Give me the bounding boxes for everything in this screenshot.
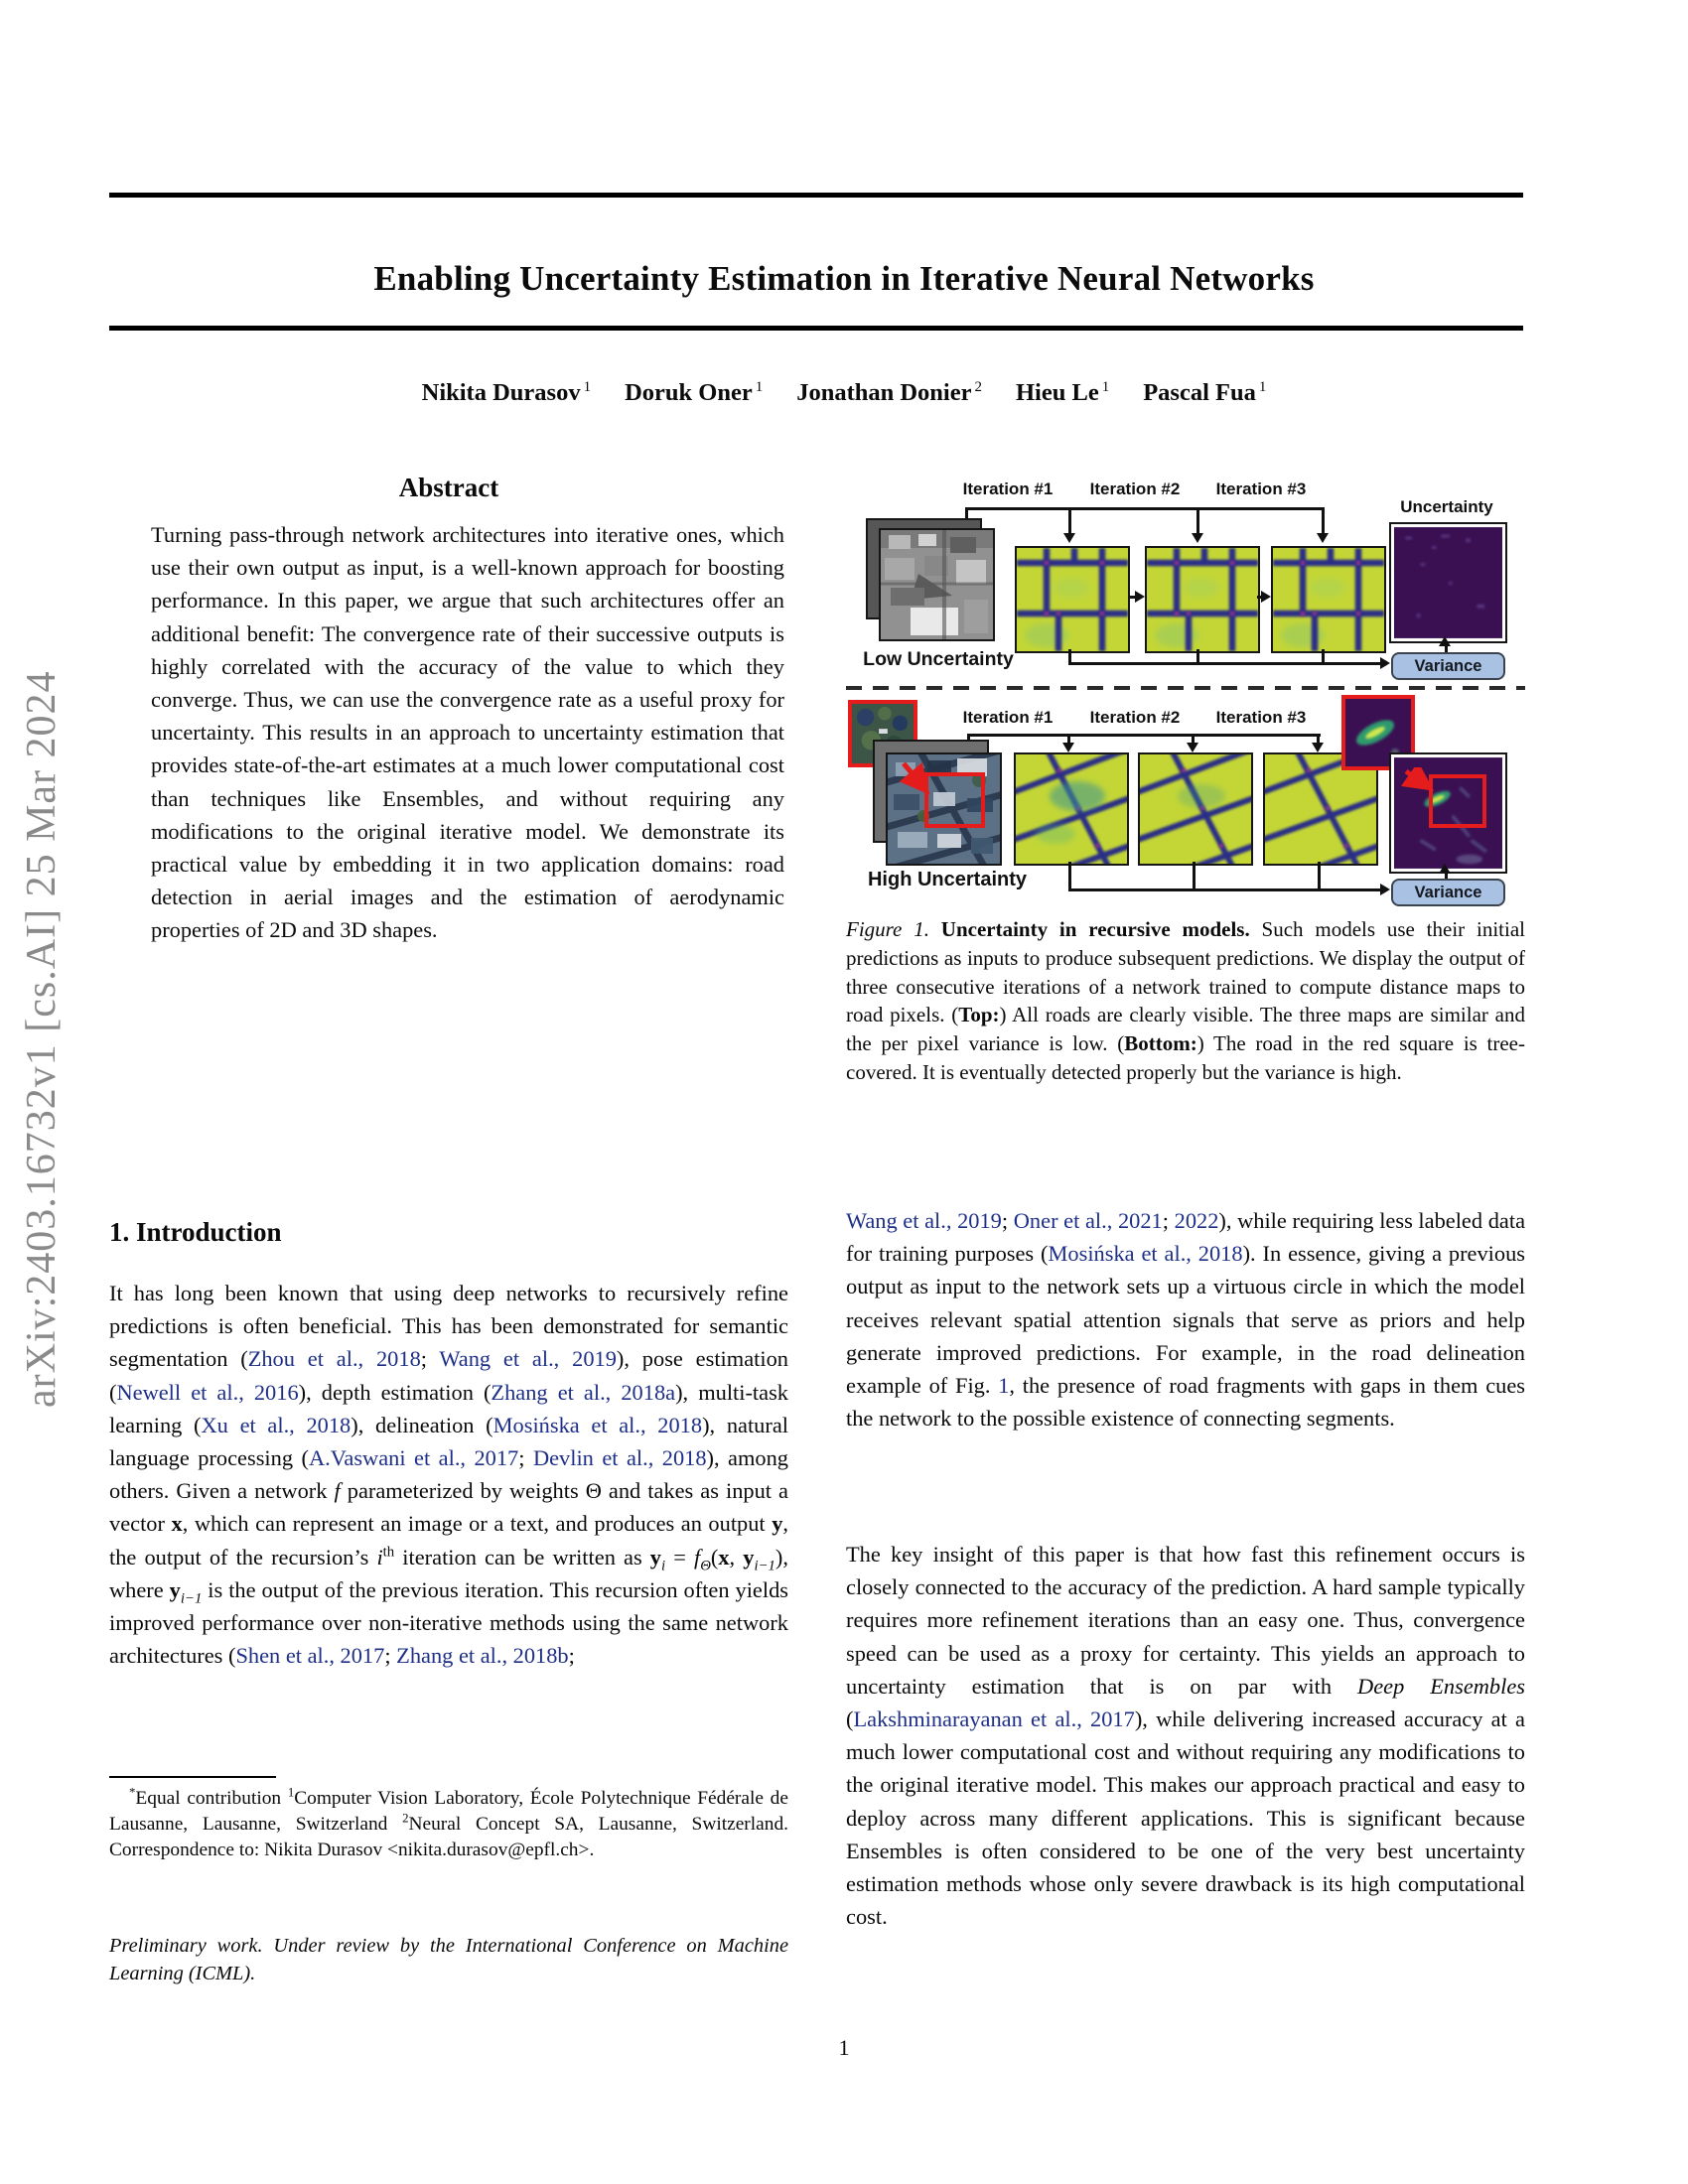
text-segment: ( xyxy=(846,1706,854,1732)
footnote-text xyxy=(109,1786,788,1862)
text-segment: ), among others. Given a network xyxy=(109,1445,788,1504)
arrow-right-icon xyxy=(1380,884,1390,895)
arrow-right-icon xyxy=(1380,657,1390,669)
citation-link[interactable]: Wang et al., 2019 xyxy=(846,1208,1002,1233)
citation-link[interactable]: Newell et al., 2016 xyxy=(116,1379,299,1405)
citation-link[interactable]: 1 xyxy=(998,1373,1010,1399)
distance-map-iter2-top xyxy=(1145,546,1260,653)
citation-link[interactable]: Wang et al., 2019 xyxy=(439,1346,617,1372)
text-segment: ) The road in the red square is tree-covered. It is eventually detected properly but the variance is high. xyxy=(846,1031,1525,1084)
iteration-1-label-bottom: Iteration #1 xyxy=(962,708,1054,727)
text-segment: Uncertainty in recursive models. xyxy=(940,917,1250,941)
text-segment: ; xyxy=(1001,1208,1014,1233)
text-segment: ) All roads are clearly visible. The three maps are similar and the per pixel variance is low. ( xyxy=(846,1003,1525,1056)
text-segment: Equal contribution xyxy=(135,1788,288,1809)
text-segment: ), depth estimation ( xyxy=(298,1379,492,1405)
text-segment: Figure 1. xyxy=(846,917,929,941)
author-name: Pascal Fua xyxy=(1143,379,1256,407)
abstract-heading: Abstract xyxy=(398,473,499,502)
collector-line xyxy=(1068,662,1380,665)
author-name: Hieu Le xyxy=(1016,379,1099,407)
author xyxy=(625,379,763,407)
distance-map-iter3-top xyxy=(1271,546,1386,653)
text-segment: Neural Concept SA, Lausanne, Switzerland. Correspondence to: Nikita Durasov <nikita.durasov@epfl.ch>. xyxy=(109,1813,788,1860)
text-segment: ). In essence, giving a previous output as input to the network sets up a virtuous circle in which the model receives relevant spatial attention signals that serve as priors and help generate improved predictions. For example, in the road delineation example of Fig. xyxy=(846,1241,1526,1399)
page-number: 1 xyxy=(838,2035,850,2060)
collector-line xyxy=(1193,862,1196,891)
author-affiliation-mark: 1 xyxy=(755,379,764,395)
distance-map-iter2-bottom xyxy=(1138,752,1253,866)
arrow-line xyxy=(1068,507,1071,533)
author xyxy=(422,379,591,407)
iteration-3-label-top: Iteration #3 xyxy=(1215,479,1307,498)
uncertainty-map-low xyxy=(1389,522,1507,643)
text-segment: y xyxy=(169,1576,181,1602)
text-segment: It has long been known that using deep networks to recursively refine predictions is often beneficial. This has been demonstrated for semantic segmentation ( xyxy=(109,1281,788,1372)
arrow-down-icon xyxy=(1312,743,1324,752)
text-segment: f xyxy=(334,1478,341,1504)
text-segment: Such models use their initial predictions as inputs to produce subsequent predictions. We display the output of three consecutive iterations of a network trained to compute distance maps to road pixels. ( xyxy=(846,917,1525,1027)
text-segment: i−1 xyxy=(754,1558,775,1574)
author-name: Doruk Oner xyxy=(625,379,753,407)
author xyxy=(1016,379,1109,407)
text-segment: ), natural language processing ( xyxy=(109,1412,788,1471)
text-segment: ; xyxy=(518,1445,533,1471)
citation-link[interactable]: Xu et al., 2018 xyxy=(201,1412,352,1437)
text-segment: , which can represent an image or a text, and produces an output xyxy=(182,1511,773,1537)
text-segment: , the presence of road fragments with gaps in them cues the network to the possible existence of connecting segments. xyxy=(846,1373,1525,1432)
citation-link[interactable]: Mosińska et al., 2018 xyxy=(1048,1241,1243,1267)
arrow-line xyxy=(1322,507,1325,533)
author-affiliation-mark: 2 xyxy=(974,379,982,395)
citation-link[interactable]: Shen et al., 2017 xyxy=(235,1643,385,1669)
arrow-down-icon xyxy=(1063,533,1075,543)
introduction-paragraph-right-2 xyxy=(846,1538,1525,1933)
text-segment: y xyxy=(649,1544,661,1570)
text-segment: ), while delivering increased accuracy at a much lower computational cost and without requiring any modifications to the original iterative model. This makes our approach practical and easy to deploy across many different applications. This is significant because Ensembles is often considered to be one of the very best uncertainty estimation methods whose only severe drawback is its high computational cost. xyxy=(846,1706,1525,1930)
arrow-down-icon xyxy=(1062,743,1074,752)
text-segment: Computer Vision Laboratory, École Polytechnique Fédérale de Lausanne, Lausanne, Switzerland xyxy=(109,1788,788,1835)
introduction-paragraph xyxy=(109,1277,788,1672)
low-uncertainty-label: Low Uncertainty xyxy=(863,648,1014,670)
arrow-up-icon xyxy=(1439,636,1451,646)
iteration-1-label-top: Iteration #1 xyxy=(962,479,1054,498)
text-segment: The key insight of this paper is that how fast this refinement occurs is closely connected to the accuracy of the prediction. A hard sample typically requires more refinement iterations than an easy one. Thus, convergence speed can be used as a proxy for certainty. This yields an approach to uncertainty estimation that is on par with xyxy=(846,1542,1525,1699)
text-segment: ( xyxy=(710,1544,719,1570)
text-segment: i xyxy=(660,1558,666,1574)
text-segment: , xyxy=(729,1544,744,1570)
header-rule-top xyxy=(109,193,1523,198)
text-segment: ), delineation ( xyxy=(351,1412,493,1437)
text-segment: 1 xyxy=(287,1785,295,1800)
distance-map-iter1-bottom xyxy=(1014,752,1129,866)
introduction-paragraph-right-1 xyxy=(846,1204,1525,1434)
text-segment: ; xyxy=(568,1643,575,1669)
preliminary-note: Preliminary work. Under review by the International Conference on Machine Learning (ICML). xyxy=(109,1935,788,1984)
arrow-right-icon xyxy=(1135,591,1145,603)
text-segment: is the output of the previous iteration. This recursion often yields improved performance over non-iterative methods using the same network architectures ( xyxy=(109,1576,789,1669)
figure-divider xyxy=(846,686,1525,690)
text-segment: y xyxy=(772,1511,783,1537)
citation-link[interactable]: Devlin et al., 2018 xyxy=(532,1445,707,1471)
author-name: Jonathan Donier xyxy=(796,379,972,407)
arrow-down-icon xyxy=(1187,743,1198,752)
collector-line xyxy=(1068,862,1071,891)
arrow-right-icon xyxy=(1261,591,1271,603)
header-rule-bottom xyxy=(109,326,1523,331)
author-name: Nikita Durasov xyxy=(421,379,581,407)
citation-link[interactable]: 2022 xyxy=(1174,1208,1219,1233)
text-segment: i−1 xyxy=(180,1590,203,1607)
distance-map-iter1-top xyxy=(1015,546,1130,653)
text-segment: ; xyxy=(420,1346,440,1372)
citation-link[interactable]: A.Vaswani et al., 2017 xyxy=(308,1445,519,1471)
text-segment xyxy=(929,917,941,941)
abstract-text: Turning pass-through network architectures into iterative ones, which use their own output as input, is a well-known approach for boosting performance. In this paper, we argue that such architectures offer an additional benefit: The convergence rate of their successive outputs is highly correlated with the accuracy of the value to which they converge. Thus, we can use the convergence rate as a useful proxy for uncertainty. This results in an approach to uncertainty estimation that provides state-of-the-art estimates at a much lower computational cost than techniques like Ensembles, and without requiring any modifications to the original iterative model. We demonstrate its practical value by embedding it in two application domains: road detection in aerial images and the estimation of aerodynamic properties of 2D and 3D shapes. xyxy=(151,522,784,943)
citation-link[interactable]: Mosińska et al., 2018 xyxy=(492,1412,703,1437)
author-affiliation-mark: 1 xyxy=(1258,379,1267,395)
footnote-rule xyxy=(109,1776,276,1778)
section-heading-introduction: 1. Introduction xyxy=(109,1217,282,1247)
text-segment: iteration can be written as xyxy=(394,1544,650,1570)
arrow-line xyxy=(1196,507,1199,533)
text-segment: ), where xyxy=(109,1544,788,1602)
text-segment: 2 xyxy=(402,1811,409,1826)
arrow-down-icon xyxy=(1192,533,1203,543)
red-arrow-to-variance-square xyxy=(1400,767,1444,803)
text-segment: ), pose estimation ( xyxy=(109,1346,788,1405)
text-segment: x xyxy=(171,1511,183,1537)
text-segment: Top: xyxy=(958,1003,1000,1027)
author-list xyxy=(0,379,1688,407)
arrow-up-icon xyxy=(1439,864,1451,874)
bracket-line-top xyxy=(965,507,1325,510)
text-segment: ; xyxy=(1162,1208,1175,1233)
text-segment: Bottom: xyxy=(1124,1031,1197,1056)
figure-1-caption xyxy=(846,915,1525,1087)
author-affiliation-mark: 1 xyxy=(583,379,592,395)
citation-link[interactable]: Lakshminarayanan et al., 2017 xyxy=(853,1706,1135,1732)
bracket-line-bottom xyxy=(967,734,1321,737)
citation-link[interactable]: Zhang et al., 2018a xyxy=(491,1379,676,1405)
iteration-3-label-bottom: Iteration #3 xyxy=(1215,708,1307,727)
variance-button-top: Variance xyxy=(1391,652,1505,680)
arxiv-watermark: arXiv:2403.16732v1 [cs.AI] 25 Mar 2024 xyxy=(19,670,65,1409)
text-segment: y xyxy=(743,1544,755,1570)
author xyxy=(1143,379,1266,407)
text-segment: , the output of the recursion’s xyxy=(109,1511,788,1570)
citation-link[interactable]: Zhou et al., 2018 xyxy=(247,1346,421,1372)
text-segment: Deep Ensembles xyxy=(1357,1673,1525,1699)
red-arrow-to-square xyxy=(896,759,939,803)
uncertainty-label: Uncertainty xyxy=(1400,497,1493,516)
collector-line xyxy=(1318,862,1321,891)
collector-line xyxy=(1068,888,1380,891)
text-segment: ), while requiring less labeled data for training purposes ( xyxy=(846,1208,1526,1267)
text-segment: th xyxy=(382,1544,395,1561)
iteration-2-label-bottom: Iteration #2 xyxy=(1089,708,1181,727)
author xyxy=(796,379,982,407)
text-segment: ), multi-task learning ( xyxy=(109,1379,789,1437)
variance-button-bottom: Variance xyxy=(1391,879,1505,906)
text-segment: i xyxy=(376,1544,383,1570)
text-segment: f xyxy=(693,1544,701,1570)
high-uncertainty-label: High Uncertainty xyxy=(867,869,1028,890)
text-segment: x xyxy=(718,1544,730,1570)
text-segment: ; xyxy=(384,1643,397,1669)
page-title: Enabling Uncertainty Estimation in Iterative Neural Networks xyxy=(373,259,1315,299)
figure-1 xyxy=(846,474,1525,912)
citation-link[interactable]: Zhang et al., 2018b xyxy=(396,1643,569,1669)
text-segment: parameterized by weights Θ and takes as input a vector xyxy=(109,1478,788,1537)
aerial-input-image-low xyxy=(879,528,995,641)
author-affiliation-mark: 1 xyxy=(1101,379,1110,395)
iteration-2-label-top: Iteration #2 xyxy=(1089,479,1181,498)
text-segment: * xyxy=(129,1785,136,1800)
text-segment: = xyxy=(665,1544,694,1570)
arrow-down-icon xyxy=(1317,533,1329,543)
citation-link[interactable]: Oner et al., 2021 xyxy=(1013,1208,1163,1233)
text-segment: Θ xyxy=(700,1558,711,1574)
